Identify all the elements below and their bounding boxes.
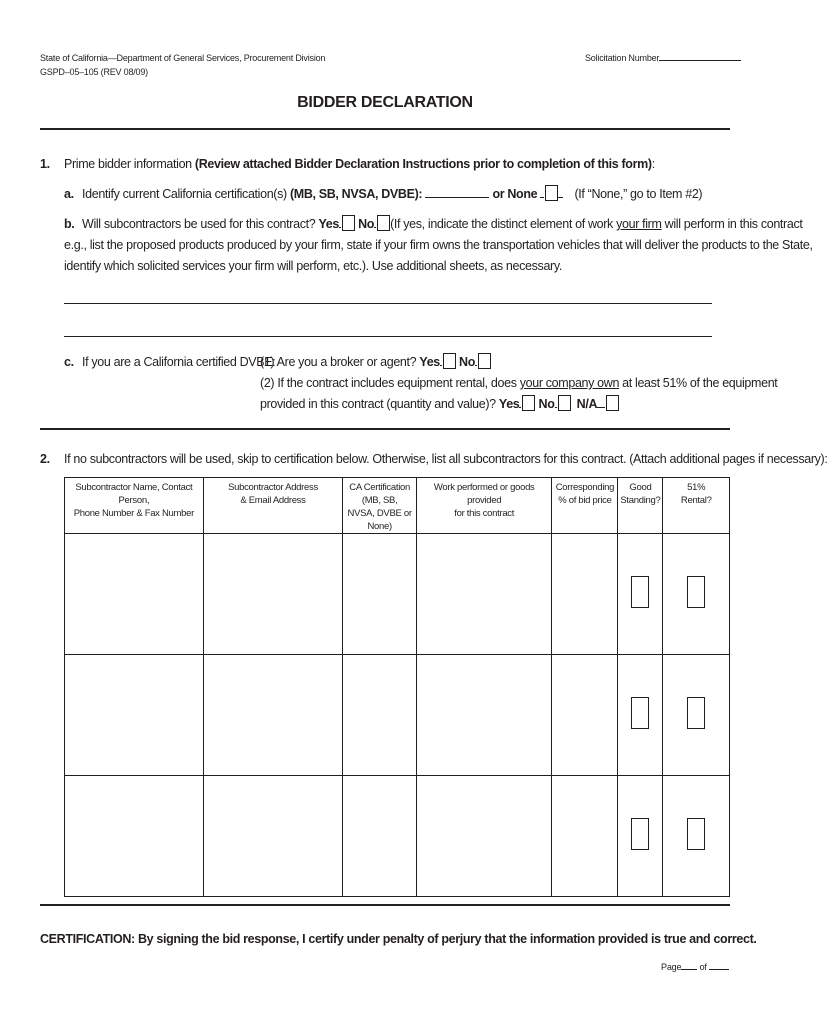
rental-checkbox[interactable] xyxy=(687,576,705,608)
good-standing-cell xyxy=(618,655,663,776)
broker-yes-underline xyxy=(440,356,442,366)
table-row xyxy=(65,776,730,897)
item-1-intro-end: : xyxy=(651,157,655,171)
header-line: Work performed or goods provided xyxy=(433,482,535,506)
good-standing-checkbox[interactable] xyxy=(631,697,649,729)
good-standing-cell xyxy=(618,776,663,897)
broker-no-label: No xyxy=(459,355,475,369)
broker-no-checkbox[interactable] xyxy=(478,353,491,369)
header-good-standing xyxy=(618,478,663,534)
item-1a-letter: a. xyxy=(64,187,74,201)
rental-checkbox[interactable] xyxy=(687,697,705,729)
item-1-intro-bold: (Review attached Bidder Declaration Instructions prior to completion of this form) xyxy=(194,157,652,171)
header-line: CA Certification (MB, SB, xyxy=(349,482,410,506)
work-description-line-2[interactable] xyxy=(64,336,712,337)
header-line: Standing? xyxy=(620,495,661,506)
item-1c-q2-post: at least 51% of the equipment xyxy=(619,376,778,390)
rental-checkbox[interactable] xyxy=(687,818,705,850)
bid-percent-cell[interactable] xyxy=(552,534,618,655)
item-2-number: 2. xyxy=(40,452,50,466)
none-underline xyxy=(540,188,544,198)
broker-yes-checkbox[interactable] xyxy=(443,353,456,369)
header-work-performed xyxy=(416,478,551,534)
subcontractors-yes-label: Yes xyxy=(318,217,339,231)
item-1c-label: If you are a California certified DVBE: xyxy=(82,355,276,369)
item-1b-text: Will subcontractors be used for this contract? xyxy=(82,217,316,231)
item-1b-cont-post: will perform in this contract xyxy=(661,217,803,231)
ca-certification-cell[interactable] xyxy=(343,776,417,897)
work-performed-cell[interactable] xyxy=(416,655,551,776)
rental-yes-underline xyxy=(519,398,521,408)
certification-field[interactable] xyxy=(425,188,489,198)
solicitation-number-label: Solicitation Number xyxy=(585,53,660,63)
of-label: of xyxy=(699,962,707,972)
item-1-intro xyxy=(64,154,655,174)
rental-no-underline xyxy=(555,398,557,408)
subcontractors-no-checkbox[interactable] xyxy=(377,215,390,231)
header-line: & Email Address xyxy=(240,495,306,506)
header-line: for this contract xyxy=(454,508,515,519)
header-line: Corresponding xyxy=(555,482,615,493)
item-2-text: If no subcontractors will be used, skip to certification below. Otherwise, list all subcontractors for this contract. (Attach additional pages if necessary): xyxy=(64,452,827,466)
item-1a-text: Identify current California certification(s) xyxy=(82,187,290,201)
subcontractor-address-cell[interactable] xyxy=(203,534,343,655)
no-underline xyxy=(374,218,376,228)
item-1b-cont-pre: (If yes, indicate the distinct element of work xyxy=(390,217,617,231)
good-standing-cell xyxy=(618,534,663,655)
rental-cell xyxy=(663,655,730,776)
item-1b-cont-underline: your firm xyxy=(616,217,662,231)
item-1c-q2-row xyxy=(260,373,777,393)
work-performed-cell[interactable] xyxy=(416,534,551,655)
header-line: NVSA, DVBE or None) xyxy=(347,508,412,532)
yes-underline xyxy=(339,218,341,228)
subcontractor-name-cell[interactable] xyxy=(65,776,204,897)
ca-certification-cell[interactable] xyxy=(343,655,417,776)
item-1-intro-text: Prime bidder information xyxy=(64,157,195,171)
rental-cell xyxy=(663,776,730,897)
item-1c-q2-pre: (2) If the contract includes equipment rental, does xyxy=(260,376,520,390)
item-1a-bold: (MB, SB, NVSA, DVBE): xyxy=(289,187,423,201)
item-1-number: 1. xyxy=(40,157,50,171)
header-line: % of bid price xyxy=(558,495,612,506)
item-1b-line-2: e.g., list the proposed products produced by your firm, state if your firm owns the transportation vehicles that will deliver the products to the State, xyxy=(64,238,813,252)
item-1c-q2-line-2: provided in this contract (quantity and value)? xyxy=(260,397,496,411)
page-label: Page xyxy=(661,962,682,972)
rental-no-label: No xyxy=(538,397,555,411)
good-standing-checkbox[interactable] xyxy=(631,818,649,850)
ca-certification-cell[interactable] xyxy=(343,534,417,655)
title-divider xyxy=(40,128,730,130)
header-subcontractor-address xyxy=(203,478,343,534)
item-1c-q1-row xyxy=(260,352,491,372)
header-bid-percent xyxy=(552,478,618,534)
certification-divider xyxy=(40,904,730,906)
work-performed-cell[interactable] xyxy=(416,776,551,897)
header-line: Good xyxy=(629,482,652,493)
header-ca-certification xyxy=(343,478,417,534)
subcontractor-address-cell[interactable] xyxy=(203,655,343,776)
subcontractor-name-cell[interactable] xyxy=(65,655,204,776)
subcontractors-no-label: No xyxy=(358,217,375,231)
subcontractor-table xyxy=(64,477,730,897)
page-total-field[interactable] xyxy=(709,962,729,970)
item-1a-row xyxy=(82,184,702,204)
item-1b-line-3: identify which solicited services your firm will perform, etc.). Use additional sheets, as necessary. xyxy=(64,259,562,273)
item-1a-note: (If “None,” go to Item #2) xyxy=(574,187,703,201)
bid-percent-cell[interactable] xyxy=(552,776,618,897)
rental-yes-checkbox[interactable] xyxy=(522,395,535,411)
broker-yes-label: Yes xyxy=(419,355,440,369)
item-1c-letter: c. xyxy=(64,355,74,369)
rental-na-underline xyxy=(597,398,605,408)
table-row xyxy=(65,655,730,776)
agency-name: State of California—Department of General Services, Procurement Division xyxy=(40,53,326,63)
form-id: GSPD–05–105 (REV 08/09) xyxy=(40,67,148,77)
rental-yes-label: Yes xyxy=(498,397,520,411)
header-line: Subcontractor Address xyxy=(228,482,318,493)
section-divider xyxy=(40,428,730,430)
solicitation-number xyxy=(585,52,741,64)
none-underline-2 xyxy=(558,188,563,198)
item-1c-q1: (1) Are you a broker or agent? xyxy=(260,355,417,369)
subcontractor-address-cell[interactable] xyxy=(203,776,343,897)
page-counter xyxy=(661,962,729,972)
header-subcontractor-name xyxy=(65,478,204,534)
broker-no-underline xyxy=(475,356,477,366)
table-row xyxy=(65,534,730,655)
header-line: Phone Number & Fax Number xyxy=(73,508,194,519)
good-standing-checkbox[interactable] xyxy=(631,576,649,608)
item-1c-q2-underline: your company own xyxy=(519,376,620,390)
item-1c-q2-line-2-row xyxy=(260,394,619,414)
solicitation-number-field[interactable] xyxy=(659,52,741,61)
certification-statement: CERTIFICATION: By signing the bid response, I certify under penalty of perjury that the information provided is true and correct. xyxy=(40,932,757,946)
header-line: Subcontractor Name, Contact Person, xyxy=(75,482,193,506)
rental-cell xyxy=(663,534,730,655)
page-title: BIDDER DECLARATION xyxy=(297,94,473,111)
page-number-field[interactable] xyxy=(681,962,697,970)
rental-na-label: N/A xyxy=(576,397,598,411)
header-rental xyxy=(663,478,730,534)
bid-percent-cell[interactable] xyxy=(552,655,618,776)
header-line: 51% xyxy=(687,482,706,493)
subcontractors-yes-checkbox[interactable] xyxy=(342,215,355,231)
item-1b-letter: b. xyxy=(64,217,75,231)
table-header-row xyxy=(65,478,730,534)
rental-na-checkbox[interactable] xyxy=(606,395,619,411)
rental-no-checkbox[interactable] xyxy=(558,395,571,411)
or-none-label: or None xyxy=(492,187,538,201)
work-description-line-1[interactable] xyxy=(64,303,712,304)
header-line: Rental? xyxy=(680,495,712,506)
subcontractor-name-cell[interactable] xyxy=(65,534,204,655)
item-1b-row xyxy=(82,214,803,234)
none-checkbox[interactable] xyxy=(545,185,558,201)
